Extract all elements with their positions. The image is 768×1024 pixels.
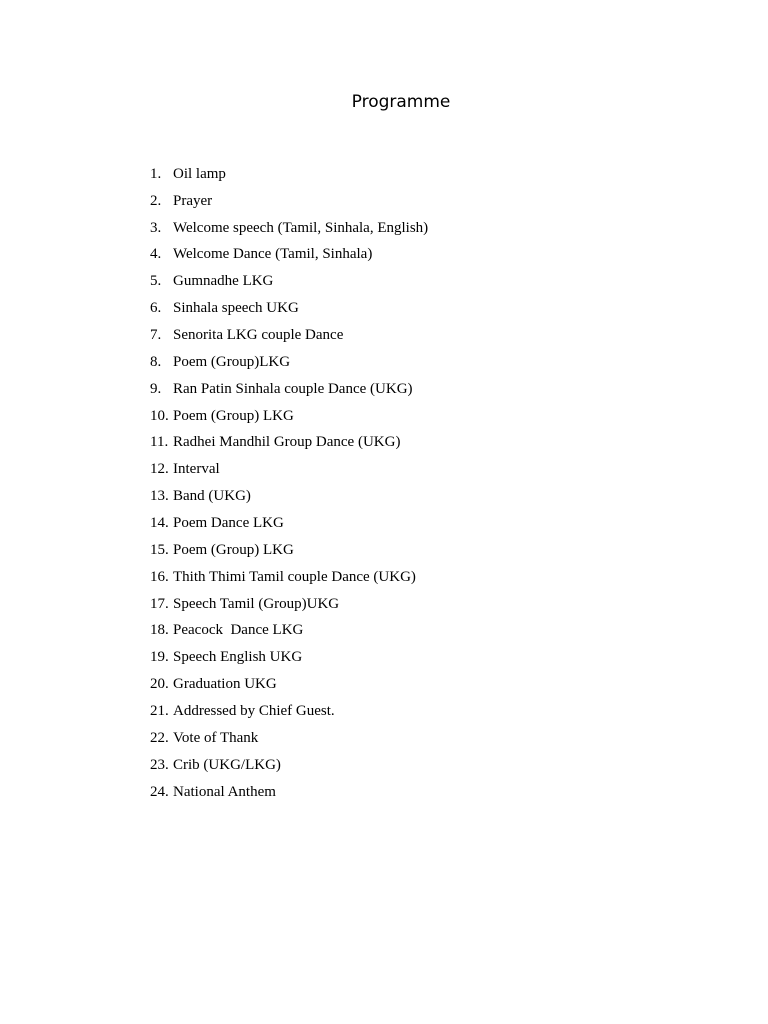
list-item — [135, 644, 428, 693]
list-item — [135, 483, 428, 532]
list-item-number: 8. — [150, 353, 162, 370]
list-item-text: Welcome Dance (Tamil, Sinhala) — [173, 246, 373, 263]
list-item-number: 7. — [150, 327, 162, 344]
list-item-text: Prayer — [173, 192, 213, 209]
list-item-text: Ran Patin Sinhala couple Dance (UKG) — [173, 380, 413, 397]
list-item-text: Welcome speech (Tamil, Sinhala, English) — [173, 219, 429, 236]
list-item-number: 10. — [150, 407, 169, 424]
list-item-text: Peacock Dance LKG — [173, 622, 304, 639]
list-item — [135, 188, 429, 236]
list-item-number: 24. — [150, 783, 169, 800]
list-item — [135, 349, 428, 397]
list-item-text: Poem (Group) LKG — [173, 541, 294, 558]
list-item-text: Radhei Mandhil Group Dance (UKG) — [173, 434, 401, 451]
list-item-number: 16. — [150, 568, 169, 585]
list-item — [135, 161, 428, 209]
list-item — [135, 215, 428, 263]
list-item-number: 9. — [150, 380, 162, 397]
list-item — [135, 241, 428, 290]
list-item — [135, 564, 428, 612]
list-item — [135, 510, 428, 558]
list-item — [135, 429, 428, 478]
list-item-number: 13. — [150, 488, 169, 505]
list-item — [135, 617, 428, 666]
page-title: Programme — [351, 92, 451, 112]
list-item-text: National Anthem — [173, 783, 276, 800]
list-item-text: Speech Tamil (Group)UKG — [173, 595, 340, 612]
list-item-text: Poem (Group)LKG — [173, 353, 291, 370]
list-item-number: 20. — [150, 676, 169, 693]
list-item-text: Speech English UKG — [173, 649, 303, 666]
list-item — [135, 671, 428, 720]
list-item-text: Senorita LKG couple Dance — [173, 327, 344, 344]
list-item-number: 19. — [150, 649, 169, 666]
list-item — [135, 725, 428, 773]
list-item-number: 5. — [150, 273, 162, 290]
list-item — [135, 752, 428, 800]
list-item-text: Vote of Thank — [173, 729, 259, 746]
list-item-number: 1. — [150, 165, 162, 182]
programme-list — [135, 134, 429, 800]
list-item-number: 23. — [150, 756, 169, 773]
list-item-number: 15. — [150, 541, 169, 558]
list-item-text: Crib (UKG/LKG) — [173, 756, 281, 773]
list-item — [135, 456, 428, 505]
list-item-number: 3. — [150, 219, 162, 236]
list-item-text: Sinhala speech UKG — [173, 300, 299, 317]
list-item — [135, 537, 428, 585]
list-item — [135, 295, 428, 344]
list-item — [135, 698, 428, 746]
list-item-number: 22. — [150, 729, 169, 746]
list-item-number: 21. — [150, 703, 169, 720]
list-item — [135, 134, 428, 182]
list-item — [135, 322, 428, 370]
list-item — [135, 376, 428, 424]
list-item-text: Graduation UKG — [173, 676, 277, 693]
list-item-text: Poem (Group) LKG — [173, 407, 294, 424]
list-item-number: 17. — [150, 595, 169, 612]
list-item — [135, 591, 428, 639]
list-item-text: Oil lamp — [173, 165, 226, 182]
list-item-number: 12. — [150, 461, 169, 478]
list-item-number: 18. — [150, 622, 169, 639]
list-item-text: Thith Thimi Tamil couple Dance (UKG) — [173, 568, 416, 585]
list-item-number: 2. — [150, 192, 162, 209]
list-item-number: 6. — [150, 300, 162, 317]
list-item-text: Addressed by Chief Guest. — [173, 703, 335, 720]
list-item-text: Interval — [173, 461, 220, 478]
list-item-text: Poem Dance LKG — [173, 515, 284, 532]
list-item-number: 11. — [150, 434, 169, 451]
list-item — [135, 268, 428, 317]
list-item-text: Gumnadhe LKG — [173, 273, 274, 290]
list-item-number: 4. — [150, 246, 162, 263]
list-item-number: 14. — [150, 515, 169, 532]
list-item-text: Band (UKG) — [173, 488, 251, 505]
list-item — [135, 403, 428, 451]
